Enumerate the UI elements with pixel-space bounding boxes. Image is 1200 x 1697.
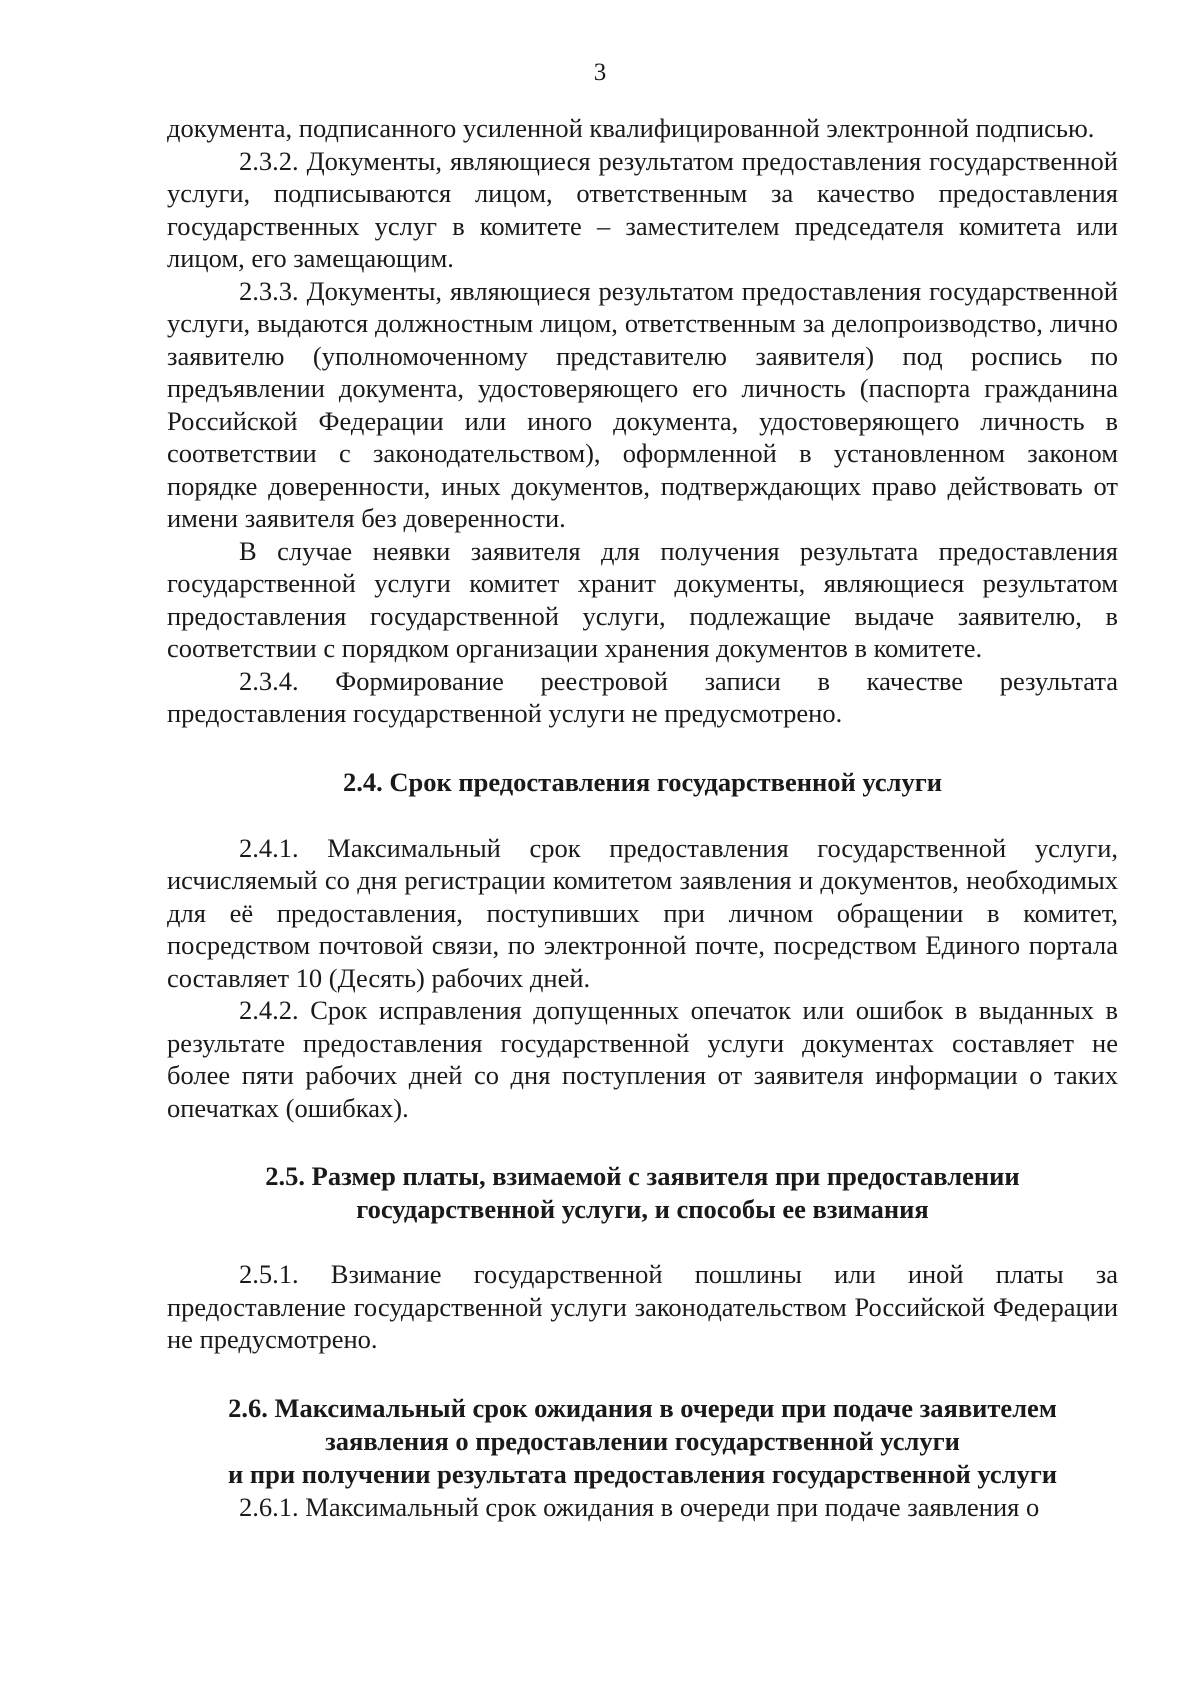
- section-heading-2-6-line-2: заявления о предоставлении государственной услуги: [325, 1425, 960, 1456]
- paragraph-2-6-1: 2.6.1. Максимальный срок ожидания в очереди при подаче заявления о: [239, 1491, 1040, 1522]
- section-heading-2-4: [167, 766, 1118, 799]
- document-body: [167, 112, 1118, 1523]
- paragraph-continuation: документа, подписанного усиленной квалифицированной электронной подписью.: [167, 113, 1095, 143]
- paragraph-2-4-1: 2.4.1. Максимальный срок предоставления государственной услуги, исчисляемый со дня регистрации комитетом заявления и документов, необходимых для её предоставления, поступивших при личном обращении в комитет, посредством почтовой связи, по электронной почте, посредством Единого портала составляет 10 (Десять) рабочих дней.: [167, 832, 1118, 993]
- paragraph-2-3-3: 2.3.3. Документы, являющиеся результатом предоставления государственной услуги, выдаются должностным лицом, ответственным за делопроизводство, лично заявителю (уполномоченному представителю заявителя) под роспись по предъявлении документа, удостоверяющего его личность (паспорта гражданина Российской Федерации или иного документа, удостоверяющего личность в соответствии с законодательством), оформленной в установленном законом порядке доверенности, иных документов, подтверждающих право действовать от имени заявителя без доверенности.: [167, 275, 1118, 533]
- section-heading-2-6-line-3: и при получении результата предоставления государственной услуги: [227, 1458, 1058, 1489]
- paragraph-non-appearance: В случае неявки заявителя для получения результата предоставления государственной услуги комитет хранит документы, являющиеся результатом предоставления государственной услуги, подлежащие выдаче заявителю, в соответствии с порядком организации хранения документов в комитете.: [167, 535, 1118, 663]
- section-heading-2-5-line-2: государственной услуги, и способы ее взимания: [356, 1194, 929, 1224]
- paragraph-2-4-2: 2.4.2. Срок исправления допущенных опечаток или ошибок в выданных в результате предоставления государственной услуги документах составляет не более пяти рабочих дней со дня поступления от заявителя информации о таких опечатках (ошибках).: [167, 995, 1118, 1123]
- section-heading-2-4-line-1: 2.4. Срок предоставления государственной услуги: [342, 766, 943, 797]
- paragraph-2-5-1: 2.5.1. Взимание государственной пошлины или иной платы за предоставление государственной услуги законодательством Российской Федерации не предусмотрено.: [167, 1259, 1118, 1354]
- section-heading-2-5: [167, 1160, 1118, 1226]
- section-heading-2-5-line-1: 2.5. Размер платы, взимаемой с заявителя при предоставлении: [265, 1161, 1020, 1191]
- page-number: 3: [593, 59, 607, 86]
- section-heading-2-6: [167, 1392, 1118, 1491]
- section-heading-2-6-line-1: 2.6. Максимальный срок ожидания в очереди при подаче заявителем: [228, 1392, 1057, 1423]
- paragraph-2-3-4: 2.3.4. Формирование реестровой записи в качестве результата предоставления государственной услуги не предусмотрено.: [167, 665, 1118, 728]
- paragraph-2-3-2: 2.3.2. Документы, являющиеся результатом предоставления государственной услуги, подписываются лицом, ответственным за качество предоставления государственных услуг в комитете – заместителем председателя комитета или лицом, его замещающим.: [167, 145, 1118, 273]
